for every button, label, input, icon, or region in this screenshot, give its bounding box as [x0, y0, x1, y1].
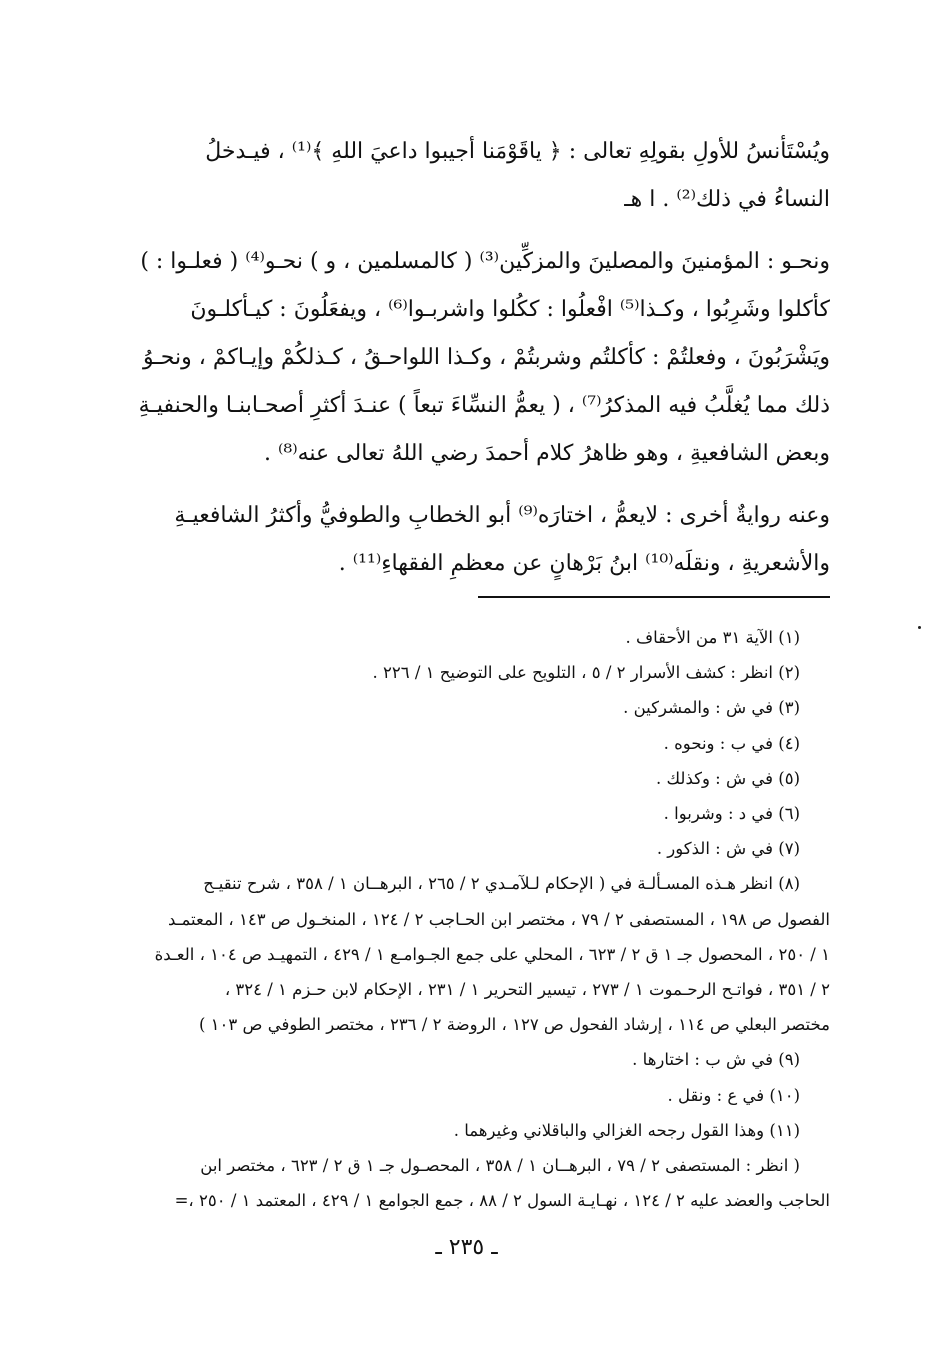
text-line: ويُسْتَأنسُ للأولِ بقولِهِ تعالى : ﴿ ياقَوْمَنا أجيبوا داعيَ اللهِ ﴾⁽¹⁾ ، فيـدخلُ	[205, 139, 830, 164]
text-line: وبعض الشافعيةِ ، وهو ظاهرُ كلام أحمدَ رضي اللهُ تعالى عنه⁽⁸⁾ .	[264, 441, 830, 466]
text-line: كأكلوا وشَرِبُوا ، وكـذا⁽⁵⁾ افْعلُوا : ككُلوا واشربـوا⁽⁶⁾ ، ويفعَلُونَ : كيـأكلـونَ	[190, 297, 830, 322]
footnote-separator	[478, 596, 830, 598]
footnote-3: (٣) في ش : والمشركين .	[623, 698, 800, 718]
page-number: ـ ٢٣٥ ـ	[435, 1235, 498, 1260]
footnote-6: (٦) في د : وشربوا .	[663, 804, 800, 824]
footnote-8	[130, 866, 830, 1042]
footnote-line: ١ / ٢٥٠ ، المحصول جـ ١ ق ٢ / ٦٢٣ ، المحلي على جمع الجـوامـع ١ / ٤٢٩ ، التمهيـد ص ١٠٤ ، العـدة	[154, 944, 830, 964]
text-line: ونحـو : المؤمنينَ والمصلينَ والمزكِّين⁽³⁾ ( كالمسلمين ، و ) نحـو⁽⁴⁾ ( فعلـوا : )	[140, 249, 830, 274]
text-line: والأشعريةِ ، ونقلَه⁽¹⁰⁾ ابنُ بَرْهانٍ عن معظمِ الفقهاءِ⁽¹¹⁾ .	[338, 551, 830, 576]
footnote-line: الحاجب والعضد عليه ٢ / ١٢٤ ، نهـايـة السول ٢ / ٨٨ ، جمع الجوامع ١ / ٤٢٩ ، المعتمد ١ / ٢٥٠ ،=	[174, 1191, 830, 1211]
footnote-2: (٢) انظر : كشف الأسرار ٢ / ٥ ، التلويح على التوضيح ١ / ٢٢٦ .	[372, 663, 800, 683]
scan-speck	[918, 626, 921, 629]
text-line: ويَشْرَبُونَ ، وفعلتُمْ : كأكلتُم وشربتُمْ ، وكـذا اللواحـقُ ، كـذلكُمْ وإيـاكمْ ، ونحـوُ	[142, 345, 830, 370]
footnote-11: (١١) وهذا القول رجحه الغزالي والباقلاني وغيرهما .	[453, 1120, 800, 1140]
footnote-line: الفصول ص ١٩٨ ، المستصفى ٢ / ٧٩ ، مختصر ابن الحـاجب ٢ / ١٢٤ ، المنخـول ص ١٤٣ ، المعتمـد	[168, 909, 830, 929]
footnote-line: (٨) انظر هـذه المسـألـة في ( الإحكام لـلآمـدي ٢ / ٢٦٥ ، البرهــان ١ / ٣٥٨ ، شرح تنقيـح	[203, 874, 800, 894]
footnote-11-references	[130, 1148, 830, 1218]
footnote-1: (١) الآية ٣١ من الأحقاف .	[625, 628, 800, 647]
text-line: النساءُ في ذلك⁽²⁾ . ا هـ	[624, 187, 830, 212]
paragraph-3	[130, 492, 830, 588]
footnote-line: مختصر البعلي ص ١١٤ ، إرشاد الفحول ص ١٢٧ ، الروضة ٢ / ٢٣٦ ، مختصر الطوفي ص ١٠٣ )	[198, 1015, 830, 1035]
footnotes	[130, 620, 830, 1218]
footnote-4: (٤) في ب : ونحوه .	[663, 733, 800, 753]
text-line: ذلك مما يُغلَّبُ فيه المذكرُ⁽⁷⁾ ، ( يعمُّ النسِّاءَ تبعاً ) عنـدَ أكثرِ أصحـابنـا والحنفيـةِ	[138, 393, 830, 418]
footnote-line: ( انظر : المستصفى ٢ / ٧٩ ، البرهــان ١ / ٣٥٨ ، المحصـول جـ ١ ق ٢ / ٦٢٣ ، مختصر ابن	[200, 1156, 800, 1176]
footnote-10: (١٠) في ع : ونقل .	[667, 1085, 800, 1105]
paragraph-2	[130, 238, 830, 478]
footnote-9: (٩) في ش ب : اختارها .	[632, 1050, 800, 1070]
text-line: وعنه روايةٌ أخرى : لايعمُّ ، اختارَه⁽⁹⁾ أبو الخطابِ والطوفيُّ وأكثرُ الشافعيـةِ	[174, 503, 830, 528]
footnote-line: ٢ / ٣٥١ ، فواتـح الرحـموت ١ / ٢٧٣ ، تيسير التحرير ١ / ٢٣١ ، الإحكام لابن حـزم ١ / ٣٢٤ ،	[224, 980, 830, 1000]
footnote-5: (٥) في ش : وكذلك .	[656, 768, 800, 788]
footnote-7: (٧) في ش : الذكور .	[656, 839, 800, 859]
main-text	[130, 128, 830, 602]
paragraph-1	[130, 128, 830, 224]
